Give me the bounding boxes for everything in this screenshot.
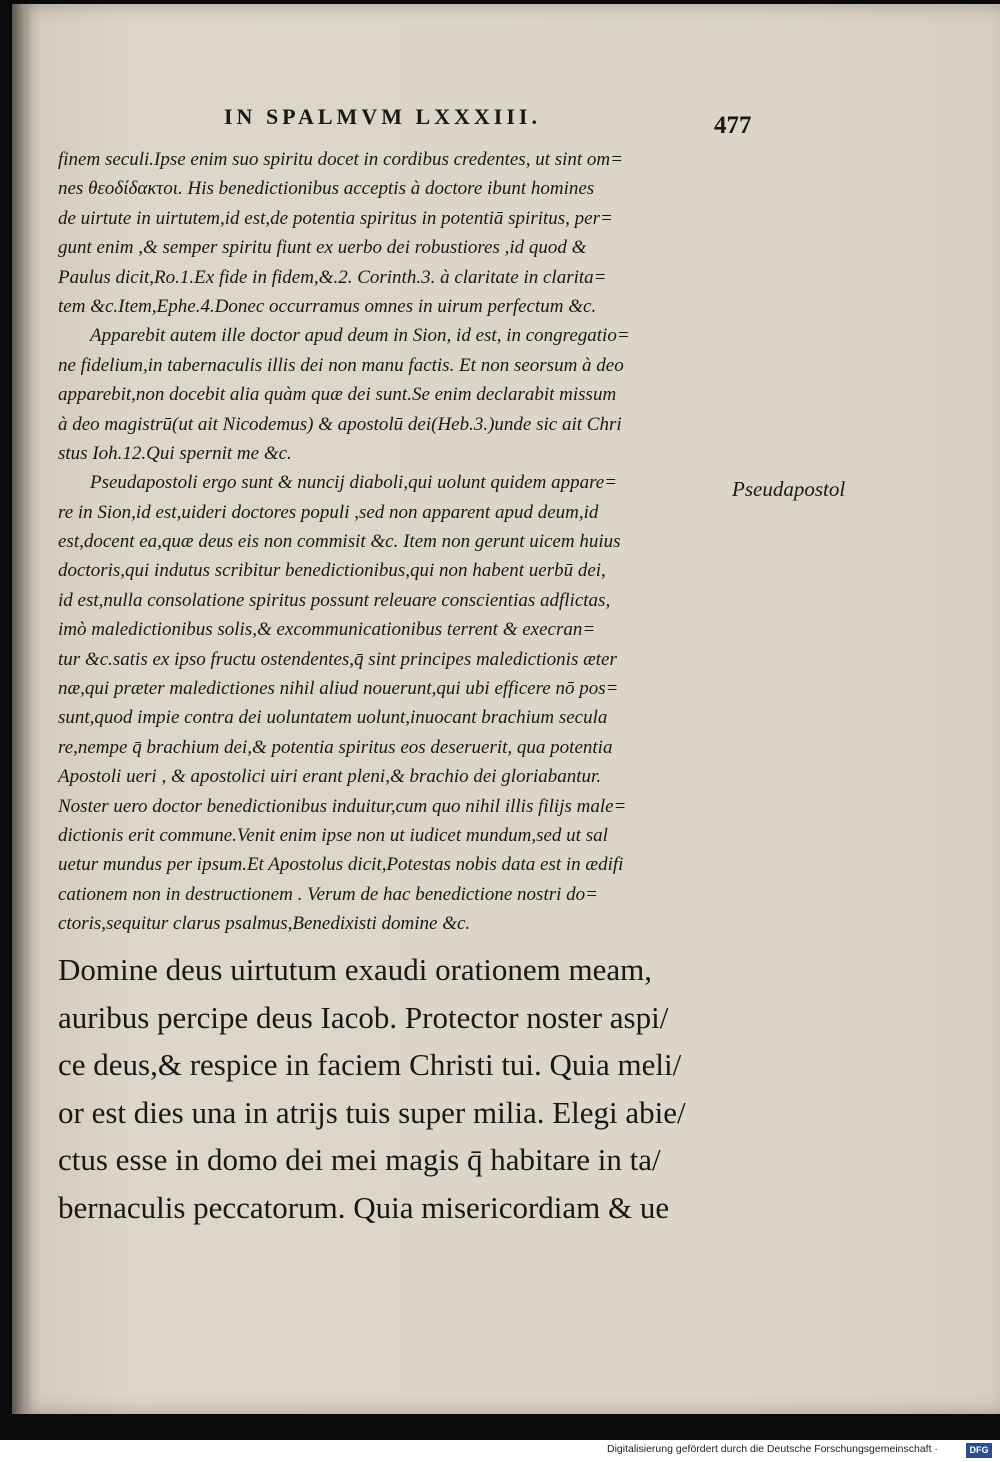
commentary-line: næ,qui præter maledictiones nihil aliud nouerunt,qui ubi efficere nō pos= [58, 678, 619, 700]
funding-note: Digitalisierung gefördert durch die Deutsche Forschungsgemeinschaft · [607, 1443, 938, 1455]
commentary-line: Paulus dicit,Ro.1.Ex fide in fidem,&.2. Corinth.3. à claritate in clarita= [58, 266, 607, 288]
commentary-line: gunt enim ,& semper spiritu fiunt ex uerbo dei robustiores ,id quod & [58, 237, 587, 259]
commentary-line: sunt,quod impie contra dei uoluntatem uolunt,inuocant brachium secula [58, 707, 608, 729]
psalm-line: bernaculis peccatorum. Quia misericordiam & ue [58, 1189, 670, 1225]
psalm-line: auribus percipe deus Iacob. Protector noster aspi/ [58, 999, 669, 1035]
psalm-line: ce deus,& respice in faciem Christi tui. Quia meli/ [58, 1047, 682, 1082]
psalm-text [58, 946, 758, 1231]
commentary-line: dictionis erit commune.Venit enim ipse non ut iudicet mundum,sed ut sal [58, 824, 608, 846]
commentary-line: nes θεοδίδακτοι. His benedictionibus acceptis à doctore ibunt homines [58, 178, 595, 200]
commentary-line: re,nempe q̄ brachium dei,& potentia spiritus eos deseruerit, qua potentia [58, 736, 613, 758]
dfg-logo: DFG [966, 1443, 992, 1458]
commentary-line: ctoris,sequitur clarus psalmus,Benedixisti domine &c. [58, 913, 471, 935]
commentary-line: imò maledictionibus solis,& excommunicationibus terrent & execran= [58, 619, 596, 641]
commentary-line: est,docent ea,quæ deus eis non commisit &c. Item non gerunt uicem huius [58, 531, 621, 553]
psalm-line: or est dies una in atrijs tuis super milia. Elegi abie/ [58, 1094, 686, 1130]
commentary-line: tem &c.Item,Ephe.4.Donec occurramus omnes in uirum perfectum &c. [58, 295, 597, 317]
commentary-line: id est,nulla consolatione spiritus possunt releuare conscientias adflictas, [58, 589, 611, 611]
margin-note: Pseudapostol [732, 477, 846, 501]
commentary-line: à deo magistrū(ut ait Nicodemus) & apostolū dei(Heb.3.)unde sic ait Chri [58, 413, 622, 435]
psalm-line: ctus esse in domo dei mei magis q̄ habitare in ta/ [58, 1142, 661, 1177]
commentary-line: ne fidelium,in tabernaculis illis dei non manu factis. Et non seorsum à deo [58, 354, 624, 376]
commentary-line: de uirtute in uirtutem,id est,de potentia spiritus in potentiā spiritus, per= [58, 207, 613, 229]
page-number: 477 [714, 112, 752, 139]
commentary-line: finem seculi.Ipse enim suo spiritu docet in cordibus credentes, ut sint om= [58, 149, 623, 170]
commentary-line: stus Ioh.12.Qui spernit me &c. [58, 442, 292, 464]
commentary-line: uetur mundus per ipsum.Et Apostolus dicit,Potestas nobis data est in ædifi [58, 854, 624, 876]
commentary-line: tur &c.satis ex ipso fructu ostendentes,q̄ sint principes maledictionis æter [58, 648, 617, 670]
commentary-line: apparebit,non docebit alia quàm quæ dei sunt.Se enim declarabit missum [58, 384, 617, 406]
commentary-line: cationem non in destructionem . Verum de hac benedictione nostri do= [58, 883, 598, 905]
commentary-text [58, 145, 722, 939]
commentary-line: Apostoli ueri , & apostolici uiri erant pleni,& brachio dei gloriabantur. [58, 766, 602, 788]
commentary-line: Noster uero doctor benedictionibus induitur,cum quo nihil illis filijs male= [58, 795, 627, 817]
commentary-line: Pseudapostoli ergo sunt & nuncij diaboli,qui uolunt quidem appare= [90, 472, 618, 494]
commentary-line: Apparebit autem ille doctor apud deum in Sion, id est, in congregatio= [90, 325, 630, 347]
commentary-line: doctoris,qui indutus scribitur benedictionibus,qui non habent uerbū dei, [58, 560, 606, 582]
running-head: IN SPALMVM LXXXIII. [224, 104, 541, 129]
page-gutter [12, 4, 32, 1414]
commentary-line: re in Sion,id est,uideri doctores populi ,sed non apparent apud deum,id [58, 501, 599, 523]
psalm-line: Domine deus uirtutum exaudi orationem meam, [58, 952, 653, 987]
